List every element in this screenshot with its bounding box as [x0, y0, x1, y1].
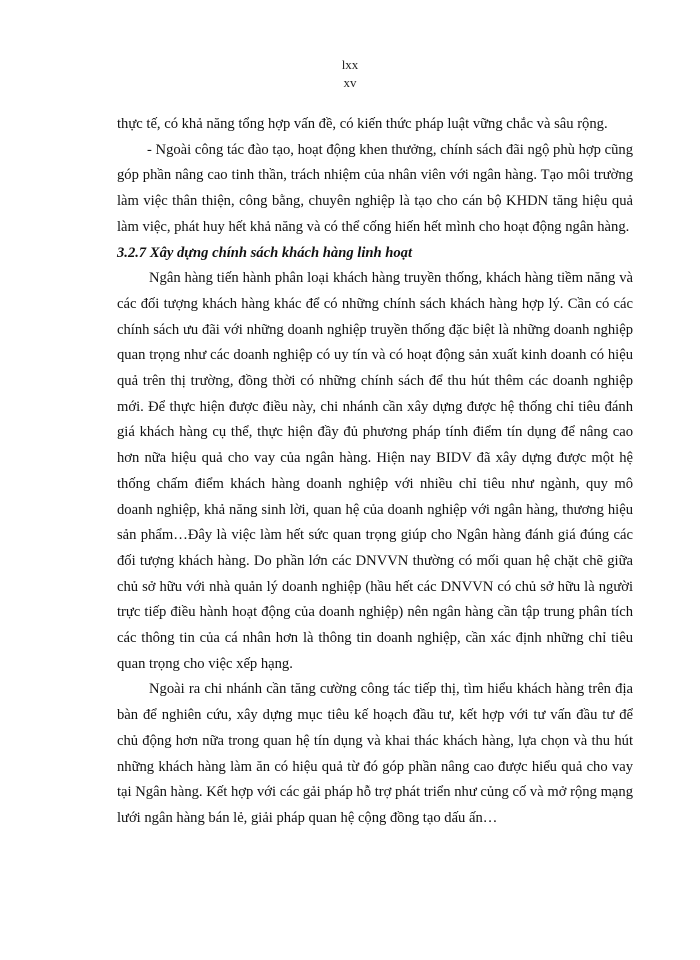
paragraph-customer-policy: Ngân hàng tiến hành phân loại khách hàng truyền thống, khách hàng tiềm năng và các đối tượng khách hàng khác để có những chính sách khách hàng hợp lý. Cần có các chính sách ưu đãi với những doanh nghiệp truyền thống đặc biệt là những doanh nghiệp quan trọng như các doanh nghiệp có uy tín và có hoạt động sản xuất kinh doanh có hiệu quả trên thị trường, đồng thời có những chính sách để thu hút thêm các doanh nghiệp mới. Để thực hiện được điều này, chi nhánh cần xây dựng được hệ thống chỉ tiêu đánh giá khách hàng cụ thể, thực hiện đầy đủ phương pháp tính điểm tín dụng để nâng cao hơn nữa hiệu quả cho vay của ngân hàng. Hiện nay BIDV đã xây dựng được một hệ thống chấm điểm khách hàng doanh nghiệp với nhiều chỉ tiêu như ngành, quy mô doanh nghiệp, khả năng sinh lời, quan hệ của doanh nghiệp với ngân hàng, thương hiệu sản phẩm…Đây là việc làm hết sức quan trọng giúp cho Ngân hàng đánh giá đúng các đối tượng khách hàng. Do phần lớn các DNVVN thường có mối quan hệ chặt chẽ giữa chủ sở hữu với nhà quản lý doanh nghiệp (hầu hết các DNVVN có chủ sở hữu là người trực tiếp điều hành hoạt động của doanh nghiệp) nên ngân hàng cần tập trung phân tích các thông tin của cá nhân hơn là thông tin doanh nghiệp, cần xác định những chỉ tiêu quan trọng cho việc xếp hạng. — [117, 270, 633, 672]
document-body — [117, 112, 633, 832]
page-number-line-2: xv — [343, 75, 357, 90]
paragraph-bullet: - Ngoài công tác đào tạo, hoạt động khen thưởng, chính sách đãi ngộ phù hợp cũng góp phần nâng cao tinh thần, trách nhiệm của nhân viên với ngân hàng. Tạo môi trường làm việc thân thiện, công bằng, chuyên nghiệp là tạo cho cán bộ KHDN tăng hiệu quả làm việc, phát huy hết khả năng và có thể cống hiến hết mình cho hoạt động ngân hàng. — [117, 141, 633, 235]
page-number-line-1: lxx — [341, 57, 359, 72]
paragraph-marketing: Ngoài ra chi nhánh cần tăng cường công tác tiếp thị, tìm hiểu khách hàng trên địa bàn để nghiên cứu, xây dựng mục tiêu kế hoạch đầu tư, kết hợp với tư vấn đầu tư để chủ động hơn nữa trong quan hệ tín dụng và khai thác khách hàng, lựa chọn và thu hút những khách hàng làm ăn có hiệu quả từ đó góp phần nâng cao được hiểu quả cho vay tại Ngân hàng. Kết hợp với các gải pháp hỗ trợ phát triển như củng cố và mở rộng mạng lưới ngân hàng bán lẻ, giải pháp quan hệ cộng đồng tạo dấu ấn… — [117, 681, 633, 826]
section-heading: 3.2.7 Xây dựng chính sách khách hàng linh hoạt — [117, 244, 413, 261]
paragraph-continuation: thực tế, có khả năng tổng hợp vấn đề, có kiến thức pháp luật vững chắc và sâu rộng. — [117, 116, 608, 132]
